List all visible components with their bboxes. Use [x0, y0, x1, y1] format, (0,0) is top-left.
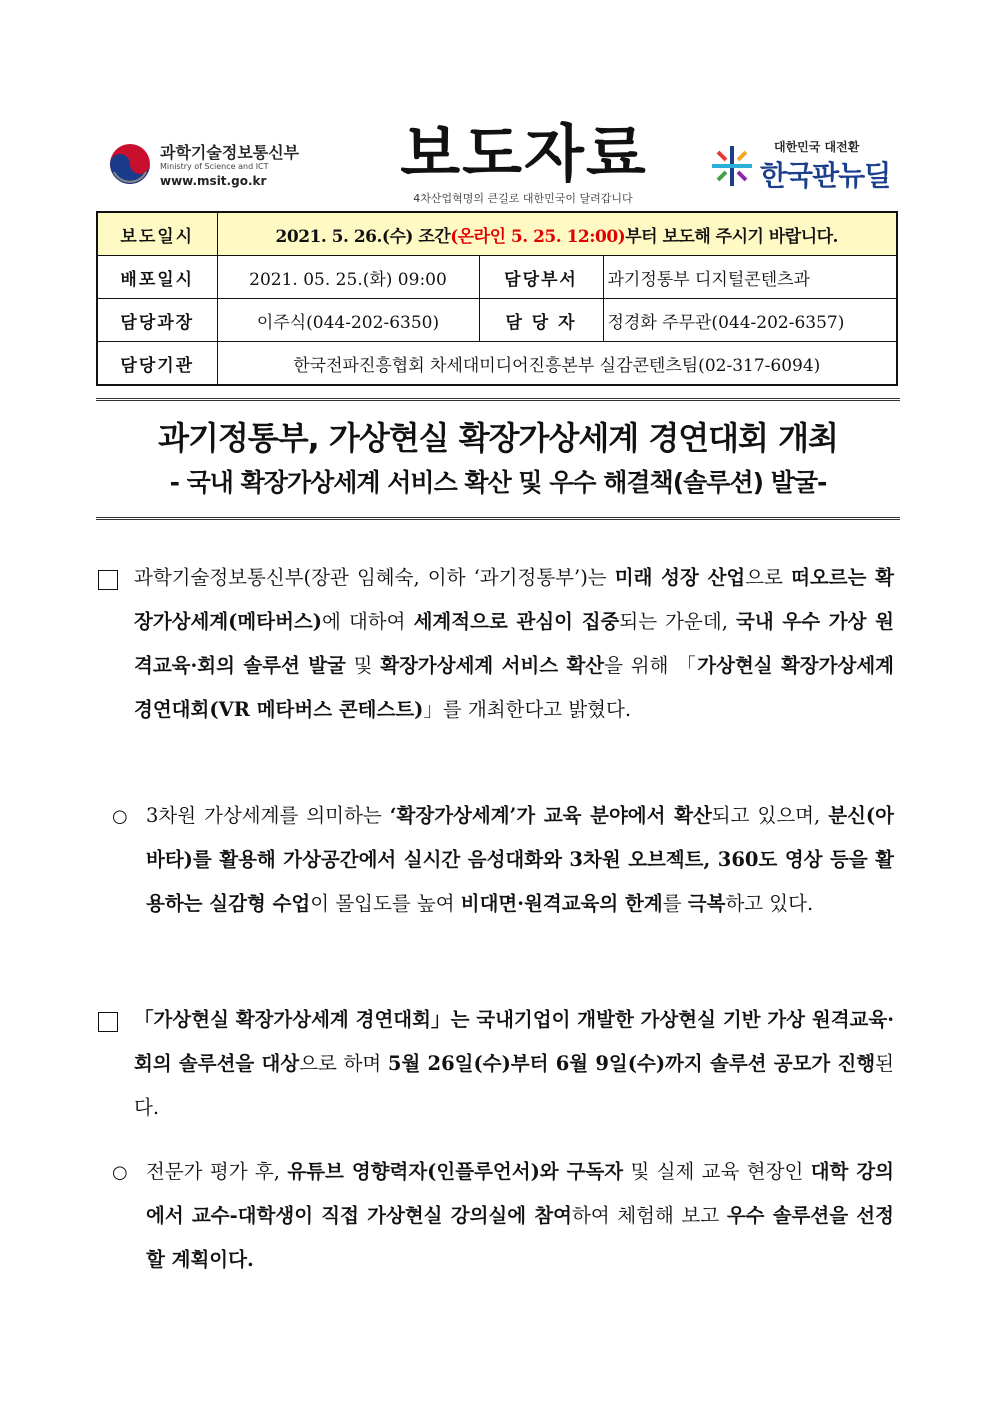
ministry-name: 과학기술정보통신부: [160, 143, 300, 162]
p2-text-a: 3차원 가상세계를 의미하는: [146, 804, 390, 827]
square-bullet-icon: [98, 1012, 118, 1032]
release-value: 2021. 05. 25.(화) 09:00: [217, 256, 479, 299]
press-release-title: 보도자료: [400, 117, 648, 190]
embargo-notice: 부터 보도해 주시기 바랍니다.: [625, 226, 838, 247]
p1-text-a: 과학기술정보통신부(장관 임혜숙, 이하 ‘과기정통부’)는: [134, 566, 615, 589]
p1-text-i: 및: [345, 654, 381, 677]
p4-bold-f: 우수 솔루션을 선정할 계획이다.: [146, 1204, 894, 1271]
embargo-date: 2021. 5. 26.(수) 조간: [275, 226, 451, 247]
agency-value: 한국전파진흥협회 차세대미디어진흥본부 실감콘텐츠팀(02-317-6094): [217, 342, 897, 386]
p1-text-g: 되는 가운데,: [619, 610, 737, 633]
p2-bold-f: 비대면·원격교육의 한계: [460, 892, 663, 915]
headline-subtitle: - 국내 확장가상세계 서비스 확산 및 우수 해결책(솔루션) 발굴-: [169, 468, 827, 497]
paragraph-2: [146, 794, 894, 926]
p1-bold-h: 국내 우수 가상 원격교육·회의 솔루션 발굴: [134, 610, 895, 677]
embargo-online-time: (온라인 5. 25. 12:00): [450, 226, 626, 247]
p1-bold-f: 세계적으로 관심이 집중: [413, 610, 620, 633]
dept-value: 과기정통부 디지털콘텐츠과: [603, 256, 897, 299]
p2-bold-d: 분신(아바타)를 활용해 가상공간에서 실시간 음성대화와 3차원 오브젝트, 360도 영상 등을 활용하는 실감형 수업: [146, 804, 894, 915]
p1-text-m: 」를 개최한다고 밝혔다.: [423, 698, 632, 721]
p1-bold-b: 미래 성장 산업: [614, 566, 746, 589]
ministry-english-name: Ministry of Science and ICT: [160, 162, 269, 171]
staff-value: 정경화 주무관(044-202-6357): [603, 299, 897, 342]
manager-value: 이주식(044-202-6350): [217, 299, 479, 342]
p3-bold-a: 「가상현실 확장가상세계 경연대회」는 국내기업이 개발한 가상현실 기반 가상 원격교육·회의 솔루션을 대상: [134, 1008, 894, 1075]
taeguk-logo-icon: [108, 142, 152, 186]
square-bullet-icon: [98, 570, 118, 590]
dept-label: 담당부서: [479, 256, 603, 299]
p1-text-e: 에 대하여: [322, 610, 414, 633]
p2-text-g: 를: [662, 892, 688, 915]
p4-text-a: 전문가 평가 후,: [146, 1160, 288, 1183]
newdeal-logo: [708, 136, 908, 196]
manager-row: [97, 299, 897, 342]
p1-bold-l: 가상현실 확장가상세계 경연대회(VR 메타버스 콘테스트): [134, 654, 894, 721]
paragraph-1: [134, 556, 894, 732]
release-label: 배포일시: [97, 256, 217, 299]
newdeal-title: 한국판뉴딜: [760, 159, 891, 192]
p2-text-i: 하고 있다.: [725, 892, 814, 915]
p2-bold-b: ‘확장가상세계’가 교육 분야에서 확산: [389, 804, 712, 827]
p1-bold-d: 떠오르는 확장가상세계(메타버스): [134, 566, 894, 633]
circle-bullet-icon: ○: [112, 1162, 128, 1183]
embargo-label: 보도일시: [97, 212, 217, 256]
agency-label: 담당기관: [97, 342, 217, 386]
p4-bold-b: 유튜브 영향력자(인플루언서)와 구독자: [287, 1160, 624, 1183]
staff-label: 담 당 자: [479, 299, 603, 342]
p1-bold-j: 확장가상세계 서비스 확산: [380, 654, 605, 677]
release-row: [97, 256, 897, 299]
p2-text-e: 이 몰입도를 높여: [310, 892, 461, 915]
p1-text-c: 으로: [745, 566, 792, 589]
p4-text-c: 및 실제 교육 현장인: [623, 1160, 811, 1183]
p2-bold-h: 극복: [687, 892, 726, 915]
p4-bold-d: 대학 강의에서 교수-대학생이 직접 가상현실 강의실에 참여: [146, 1160, 894, 1227]
newdeal-subtitle: 대한민국 대전환: [774, 140, 860, 154]
embargo-value: [217, 212, 897, 256]
newdeal-logo-icon: [708, 142, 756, 190]
ministry-url: www.msit.go.kr: [160, 174, 267, 188]
p4-text-e: 하여 체험해 보고: [572, 1204, 727, 1227]
circle-bullet-icon: ○: [112, 806, 128, 827]
p1-text-k: 을 위해 「: [604, 654, 698, 677]
paragraph-3: [134, 998, 894, 1130]
p2-text-c: 되고 있으며,: [711, 804, 829, 827]
agency-row: [97, 342, 897, 386]
headline-title: 과기정통부, 가상현실 확장가상세계 경연대회 개최: [158, 419, 838, 457]
manager-label: 담당과장: [97, 299, 217, 342]
release-info-table: [96, 211, 898, 386]
press-header: [0, 0, 992, 210]
p3-bold-c: 5월 26일(수)부터 6월 9일(수)까지 솔루션 공모가 진행: [387, 1052, 876, 1075]
embargo-row: [97, 212, 897, 256]
p3-text-d: 된다.: [134, 1052, 895, 1119]
headline-box: [96, 398, 900, 520]
p3-text-b: 으로 하며: [299, 1052, 388, 1075]
paragraph-4: [146, 1150, 894, 1282]
ministry-logo: [108, 138, 408, 194]
slogan: 4차산업혁명의 큰길로 대한민국이 달려갑니다: [413, 192, 633, 205]
